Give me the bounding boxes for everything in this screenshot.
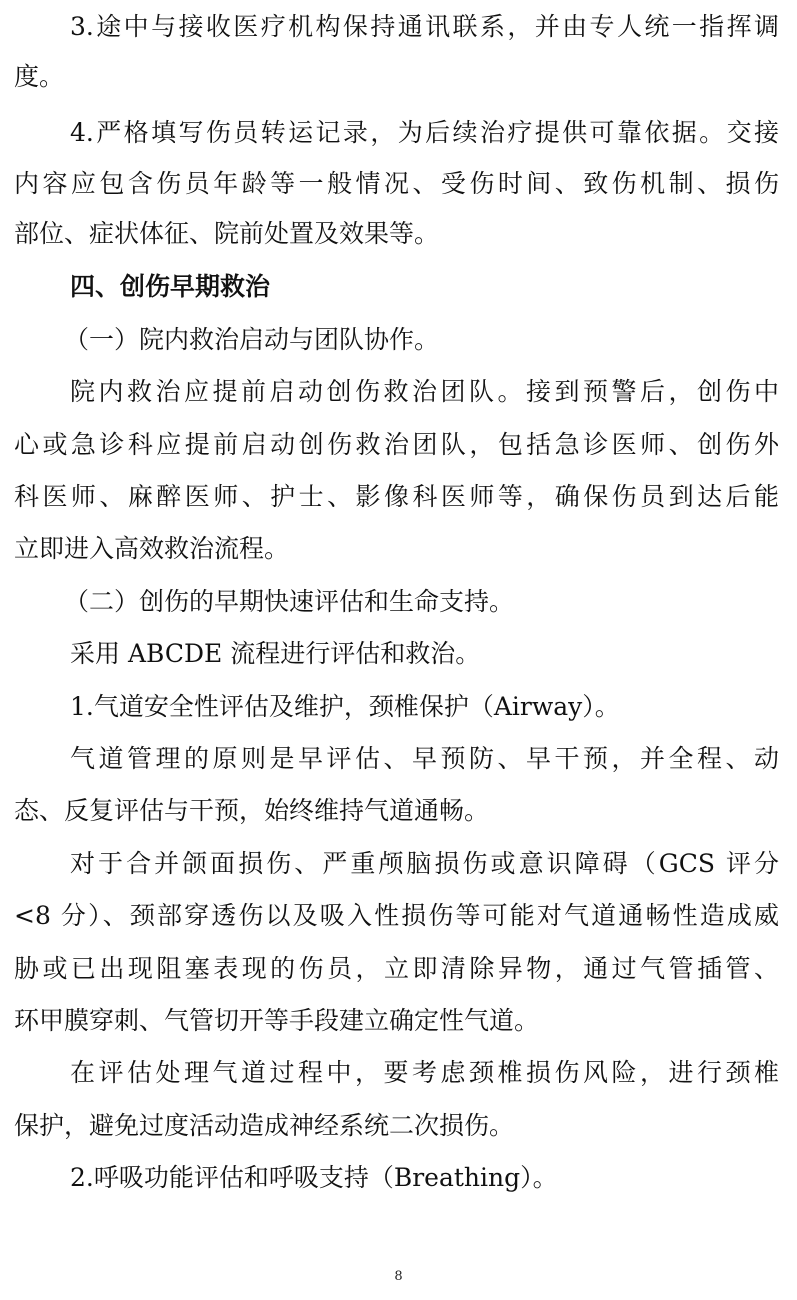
paragraph-line: 对于合并颌面损伤、严重颅脑损伤或意识障碍（GCS 评分 bbox=[70, 849, 779, 878]
paragraph-line: 度。 bbox=[14, 62, 65, 91]
paragraph-line: 院内救治应提前启动创伤救治团队。接到预警后，创伤中 bbox=[70, 377, 779, 406]
subsection-heading: （一）院内救治启动与团队协作。 bbox=[64, 325, 440, 354]
section-heading: 四、创伤早期救治 bbox=[70, 272, 271, 301]
paragraph-line: 环甲膜穿刺、气管切开等手段建立确定性气道。 bbox=[14, 1006, 540, 1035]
paragraph-line: 1.气道安全性评估及维护，颈椎保护（Airway）。 bbox=[70, 692, 620, 721]
page-number: 8 bbox=[394, 1269, 403, 1284]
paragraph-line: 气道管理的原则是早评估、早预防、早干预，并全程、动 bbox=[70, 744, 779, 773]
paragraph-line: 内容应包含伤员年龄等一般情况、受伤时间、致伤机制、损伤 bbox=[14, 169, 779, 198]
paragraph-line: 保护，避免过度活动造成神经系统二次损伤。 bbox=[14, 1111, 515, 1140]
subsection-heading: （二）创伤的早期快速评估和生命支持。 bbox=[64, 587, 515, 616]
paragraph-line: 采用 ABCDE 流程进行评估和救治。 bbox=[70, 639, 481, 668]
paragraph-line: 科医师、麻醉医师、护士、影像科医师等，确保伤员到达后能 bbox=[14, 482, 779, 511]
paragraph-line: 胁或已出现阻塞表现的伤员，立即清除异物，通过气管插管、 bbox=[14, 954, 779, 983]
paragraph-line: 在评估处理气道过程中，要考虑颈椎损伤风险，进行颈椎 bbox=[70, 1058, 779, 1087]
paragraph-line: 2.呼吸功能评估和呼吸支持（Breathing）。 bbox=[70, 1163, 558, 1192]
paragraph-line: <8 分）、颈部穿透伤以及吸入性损伤等可能对气道通畅性造成威 bbox=[14, 901, 779, 930]
paragraph-line: 部位、症状体征、院前处置及效果等。 bbox=[14, 219, 440, 248]
paragraph-line: 4.严格填写伤员转运记录，为后续治疗提供可靠依据。交接 bbox=[70, 118, 779, 147]
paragraph-line: 立即进入高效救治流程。 bbox=[14, 534, 290, 563]
paragraph-line: 3.途中与接收医疗机构保持通讯联系，并由专人统一指挥调 bbox=[70, 12, 779, 41]
paragraph-line: 心或急诊科应提前启动创伤救治团队，包括急诊医师、创伤外 bbox=[14, 430, 779, 459]
paragraph-line: 态、反复评估与干预，始终维持气道通畅。 bbox=[14, 796, 490, 825]
